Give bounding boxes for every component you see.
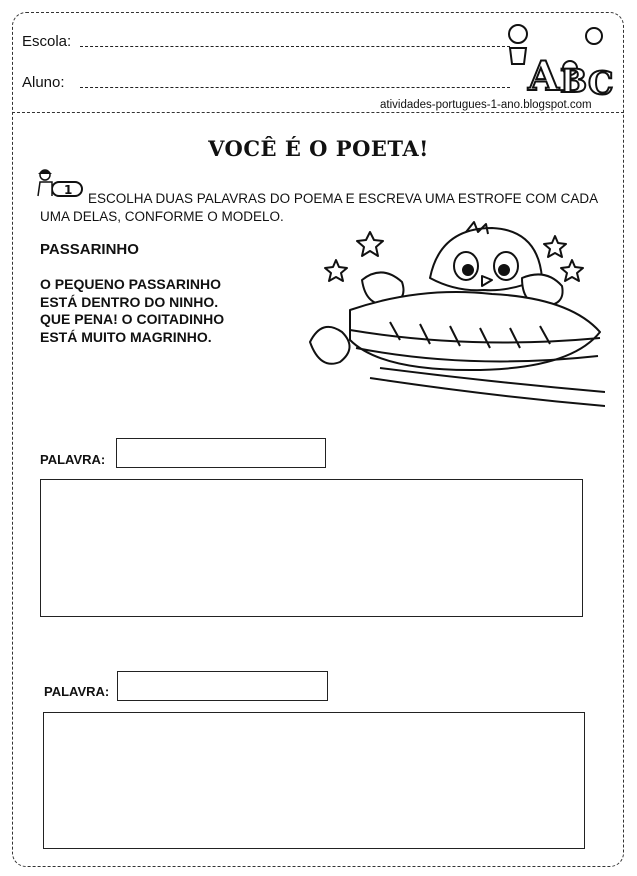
logo-letter-b: B: [560, 62, 588, 98]
poem-line: ESTÁ DENTRO DO NINHO.: [40, 293, 219, 310]
star-icon: [357, 232, 383, 256]
school-label: Escola:: [22, 33, 72, 50]
poem-line: QUE PENA! O COITADINHO: [40, 311, 225, 327]
word-label-1: PALAVRA:: [40, 452, 106, 467]
star-icon: [325, 260, 347, 281]
exercise-number: 1: [64, 183, 73, 197]
instruction-text: ESCOLHA DUAS PALAVRAS DO POEMA E ESCREVA UMA ESTROFE COM CADA UMA DELAS, CONFORME O MODELO.: [40, 191, 598, 224]
word-label-2: PALAVRA:: [44, 684, 110, 699]
bird-in-nest-illustration: [270, 220, 605, 418]
poem-line: O PEQUENO PASSARINHO: [40, 276, 221, 292]
star-icon: [544, 236, 566, 257]
logo-letter-a: A: [528, 53, 560, 98]
header-separator: [12, 112, 624, 113]
stanza-writing-box-1[interactable]: [40, 479, 583, 617]
word-input-2[interactable]: [117, 671, 328, 701]
star-icon: [561, 260, 583, 281]
website-url: atividades-portugues-1-ano.blogspot.com: [380, 99, 592, 111]
student-field[interactable]: [80, 87, 510, 88]
abc-logo: [502, 20, 622, 98]
poem-line: ESTÁ MUITO MAGRINHO.: [40, 328, 212, 345]
school-field[interactable]: [80, 46, 510, 47]
poem-body: [40, 276, 224, 346]
word-input-1[interactable]: [116, 438, 326, 468]
logo-letter-c: C: [588, 64, 614, 98]
poem-title: PASSARINHO: [40, 241, 139, 258]
stanza-writing-box-2[interactable]: [43, 712, 585, 849]
page-title: VOCÊ É O POETA!: [208, 136, 429, 161]
student-label: Aluno:: [22, 74, 65, 91]
